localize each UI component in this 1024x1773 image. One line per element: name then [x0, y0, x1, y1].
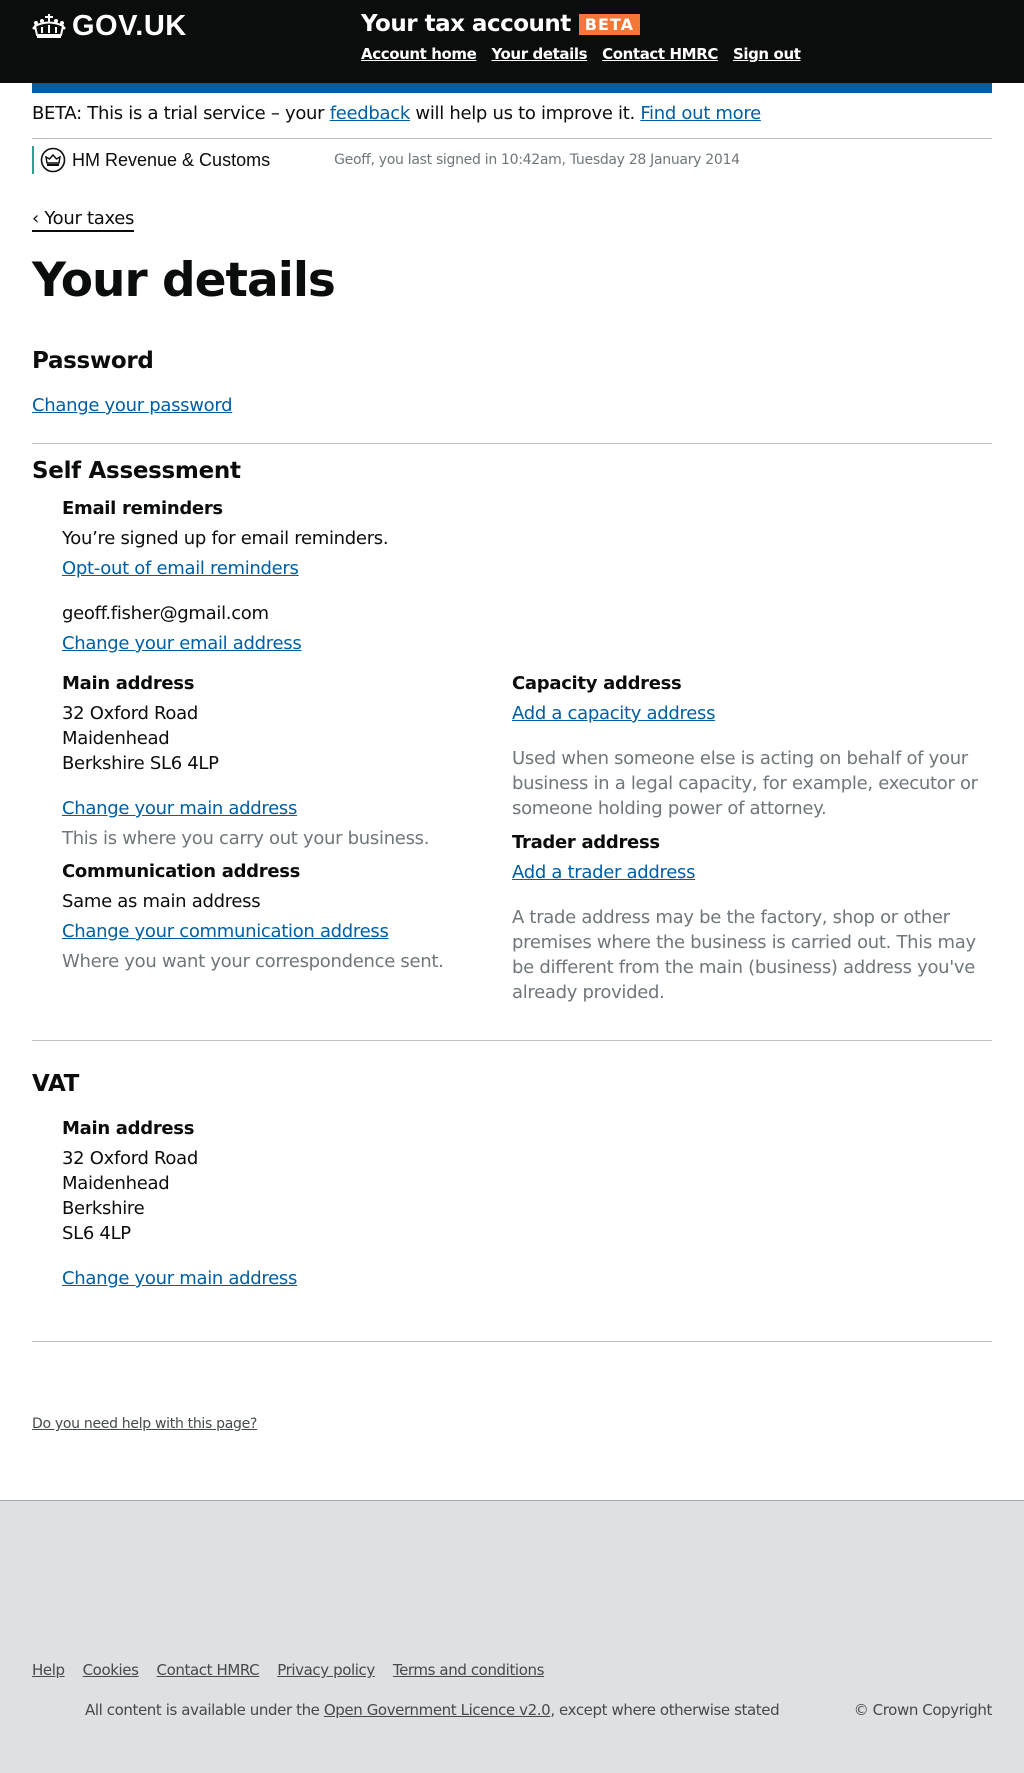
footer-links: [32, 1661, 544, 1679]
password-heading: Password: [32, 348, 154, 374]
vat-change-main-address-link[interactable]: Change your main address: [62, 1268, 298, 1289]
trader-address-hint: be different from the main (business) address you've: [512, 957, 976, 978]
service-title: Your tax account: [361, 11, 571, 37]
capacity-address-hint: someone holding power of attorney.: [512, 798, 827, 819]
communication-address-label: Communication address: [62, 861, 301, 882]
capacity-address-label: Capacity address: [512, 673, 682, 694]
open-government-licence-link[interactable]: Open Government Licence v2.0: [323, 1701, 551, 1719]
beta-banner: [32, 103, 992, 139]
communication-address-hint: Where you want your correspondence sent.: [62, 951, 444, 972]
vat-main-address-line: 32 Oxford Road: [62, 1148, 198, 1169]
back-link-label: Your taxes: [44, 208, 135, 229]
opt-out-email-reminders-link[interactable]: Opt-out of email reminders: [62, 558, 299, 579]
account-nav: [361, 45, 801, 63]
phase-badge: BETA: [579, 14, 640, 35]
service-header: [361, 11, 801, 63]
last-signed-in: Geoff, you last signed in 10:42am, Tuesday 28 January 2014: [334, 152, 740, 168]
add-capacity-address-link[interactable]: Add a capacity address: [512, 703, 716, 724]
hmrc-logo: [32, 146, 270, 174]
crown-copyright: © Crown Copyright: [853, 1701, 992, 1719]
site-footer: [0, 1500, 1024, 1773]
sa-main-address-line: 32 Oxford Road: [62, 703, 198, 724]
footer-link-cookies[interactable]: Cookies: [82, 1661, 139, 1679]
licence-prefix: All content is available under the: [85, 1701, 324, 1719]
licence-text: [85, 1701, 779, 1719]
nav-sign-out[interactable]: Sign out: [732, 45, 801, 63]
org-name: HM Revenue & Customs: [72, 149, 271, 170]
self-assessment-heading: Self Assessment: [32, 458, 241, 484]
beta-banner-middle: will help us to improve it.: [409, 103, 641, 124]
vat-main-address-line: SL6 4LP: [62, 1223, 131, 1244]
licence-suffix: , except where otherwise stated: [550, 1701, 780, 1719]
vat-main-address-label: Main address: [62, 1118, 195, 1139]
site-header: [0, 0, 1024, 83]
header-accent-bar: [32, 83, 992, 93]
page-title: Your details: [32, 253, 335, 308]
sa-main-address-line: Maidenhead: [62, 728, 170, 749]
trader-address-hint: premises where the business is carried out. This may: [512, 932, 976, 953]
email-reminders-label: Email reminders: [62, 498, 223, 519]
add-trader-address-link[interactable]: Add a trader address: [512, 862, 696, 883]
change-email-link[interactable]: Change your email address: [62, 633, 302, 654]
footer-link-terms[interactable]: Terms and conditions: [392, 1661, 544, 1679]
vat-main-address-line: Berkshire: [62, 1198, 145, 1219]
beta-banner-prefix: BETA: This is a trial service – your: [32, 103, 330, 124]
trader-address-hint: already provided.: [512, 982, 665, 1003]
trader-address-label: Trader address: [512, 832, 660, 853]
change-communication-address-link[interactable]: Change your communication address: [62, 921, 389, 942]
footer-link-contact-hmrc[interactable]: Contact HMRC: [156, 1661, 260, 1679]
crown-icon: [32, 13, 66, 41]
footer-link-privacy-policy[interactable]: Privacy policy: [277, 1661, 375, 1679]
change-password-link[interactable]: Change your password: [32, 395, 233, 416]
find-out-more-link[interactable]: Find out more: [640, 103, 761, 124]
help-with-page-link[interactable]: Do you need help with this page?: [32, 1416, 258, 1432]
sa-change-main-address-link[interactable]: Change your main address: [62, 798, 298, 819]
org-row: [32, 146, 992, 174]
back-link-your-taxes[interactable]: [32, 208, 134, 232]
sa-main-address-line: Berkshire SL6 4LP: [62, 753, 219, 774]
divider: [32, 1341, 992, 1342]
nav-contact-hmrc[interactable]: Contact HMRC: [602, 45, 718, 63]
nav-account-home[interactable]: Account home: [361, 45, 477, 63]
chevron-left-icon: ‹: [32, 208, 45, 229]
hmrc-crest-icon: [40, 147, 66, 173]
email-reminders-status: You’re signed up for email reminders.: [62, 528, 389, 549]
sa-main-address-label: Main address: [62, 673, 195, 694]
email-address: geoff.fisher@gmail.com: [62, 603, 269, 624]
vat-heading: VAT: [32, 1071, 80, 1097]
vat-main-address-line: Maidenhead: [62, 1173, 170, 1194]
divider: [32, 443, 992, 444]
footer-link-help[interactable]: Help: [32, 1661, 65, 1679]
divider: [32, 1040, 992, 1041]
nav-your-details[interactable]: Your details: [491, 45, 588, 63]
sa-main-address-hint: This is where you carry out your business.: [62, 828, 430, 849]
govuk-logo-link[interactable]: [32, 10, 187, 43]
capacity-address-hint: Used when someone else is acting on behalf of your: [512, 748, 968, 769]
feedback-link[interactable]: feedback: [329, 103, 410, 124]
trader-address-hint: A trade address may be the factory, shop or other: [512, 907, 950, 928]
capacity-address-hint: business in a legal capacity, for example, executor or: [512, 773, 978, 794]
logo-text: GOV.UK: [72, 10, 187, 42]
communication-address-value: Same as main address: [62, 891, 261, 912]
